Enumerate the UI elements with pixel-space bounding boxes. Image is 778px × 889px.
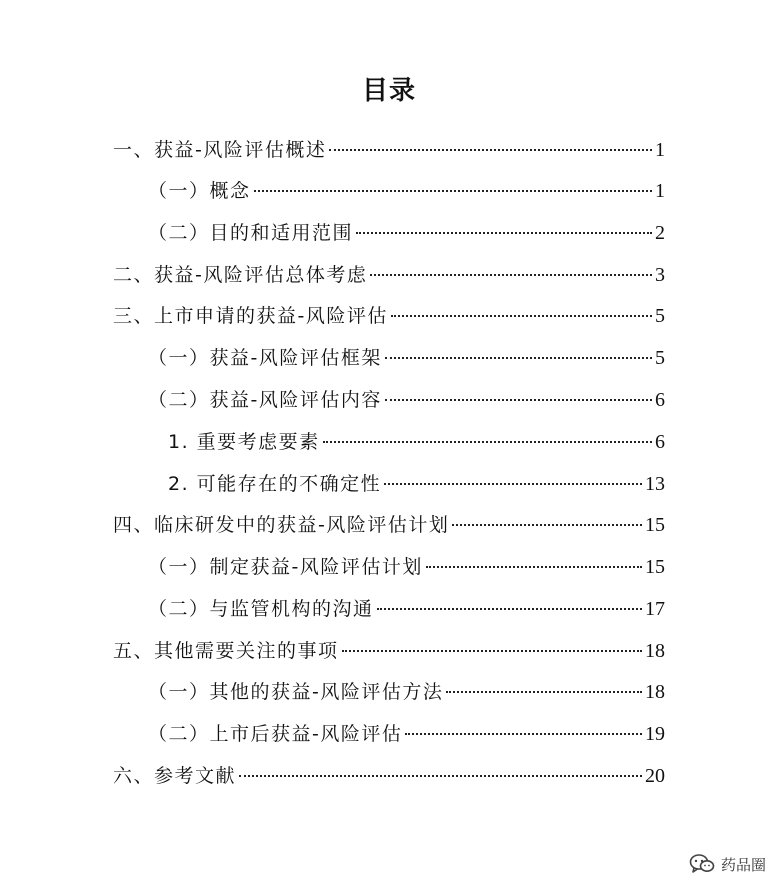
toc-label: 四、临床研发中的获益-风险评估计划: [113, 514, 450, 536]
toc-page-number: 1: [655, 139, 665, 161]
toc-page-number: 5: [655, 347, 665, 369]
toc-leader: [254, 190, 652, 192]
toc-leader: [370, 274, 652, 276]
toc-label: （一）获益-风险评估框架: [148, 347, 382, 369]
toc-label: 二、获益-风险评估总体考虑: [113, 264, 368, 286]
toc-leader: [323, 441, 652, 443]
toc-page-number: 15: [645, 514, 665, 536]
watermark-text: 药品圈: [720, 855, 766, 874]
toc-page-number: 1: [655, 180, 665, 202]
toc-page-number: 18: [645, 681, 665, 703]
toc-entry[interactable]: [168, 427, 665, 457]
toc-leader: [452, 524, 642, 526]
toc-leader: [356, 232, 652, 234]
toc-entry[interactable]: [148, 552, 665, 582]
toc-entry[interactable]: [113, 510, 665, 540]
toc-page-number: 18: [645, 640, 665, 662]
toc-label: （二）获益-风险评估内容: [148, 389, 382, 411]
toc-leader: [377, 608, 642, 610]
toc-page-number: 2: [655, 222, 665, 244]
toc-label: 一、获益-风险评估概述: [113, 139, 327, 161]
watermark: [689, 853, 766, 875]
toc-leader: [239, 775, 642, 777]
toc-entry[interactable]: [113, 301, 665, 331]
toc-entry[interactable]: [113, 636, 665, 666]
toc-label: （一）制定获益-风险评估计划: [148, 556, 423, 578]
toc-entry[interactable]: [148, 719, 665, 749]
page-title: 目录: [361, 76, 416, 106]
toc-entry[interactable]: [148, 385, 665, 415]
toc-leader: [426, 566, 642, 568]
toc-page-number: 13: [645, 473, 665, 495]
toc-page-number: 3: [655, 264, 665, 286]
toc-label: 五、其他需要关注的事项: [113, 640, 339, 662]
toc-entry[interactable]: [113, 135, 665, 165]
wechat-icon: [689, 853, 715, 875]
toc-page-number: 6: [655, 389, 665, 411]
toc-leader: [342, 650, 642, 652]
toc-page-number: 19: [645, 723, 665, 745]
toc-leader: [391, 315, 652, 317]
toc-page-number: 15: [645, 556, 665, 578]
toc-label: 六、参考文献: [113, 765, 237, 787]
toc-page-number: 20: [645, 765, 665, 787]
toc-entry[interactable]: [148, 677, 665, 707]
toc-entry[interactable]: [113, 761, 665, 791]
toc-leader: [385, 399, 652, 401]
toc-label: （二）目的和适用范围: [148, 222, 354, 244]
toc-page-number: 6: [655, 431, 665, 453]
toc-label: （二）上市后获益-风险评估: [148, 723, 403, 745]
toc-label: （一）概念: [148, 180, 251, 202]
toc-label: （一）其他的获益-风险评估方法: [148, 681, 444, 703]
toc-leader: [385, 357, 652, 359]
toc-label: （二）与监管机构的沟通: [148, 598, 374, 620]
toc-leader: [405, 733, 642, 735]
toc-entry[interactable]: [168, 469, 665, 499]
toc-label: 三、上市申请的获益-风险评估: [113, 305, 388, 327]
toc-entry[interactable]: [148, 594, 665, 624]
toc-entry[interactable]: [113, 260, 665, 290]
toc-leader: [446, 691, 642, 693]
toc-entry[interactable]: [148, 218, 665, 248]
toc-entry[interactable]: [148, 176, 665, 206]
toc-label: 1. 重要考虑要素: [168, 431, 320, 453]
toc-page-number: 17: [645, 598, 665, 620]
toc-leader: [329, 149, 652, 151]
toc-label: 2. 可能存在的不确定性: [168, 473, 382, 495]
toc-entry[interactable]: [148, 343, 665, 373]
toc-page-number: 5: [655, 305, 665, 327]
toc-leader: [384, 483, 642, 485]
